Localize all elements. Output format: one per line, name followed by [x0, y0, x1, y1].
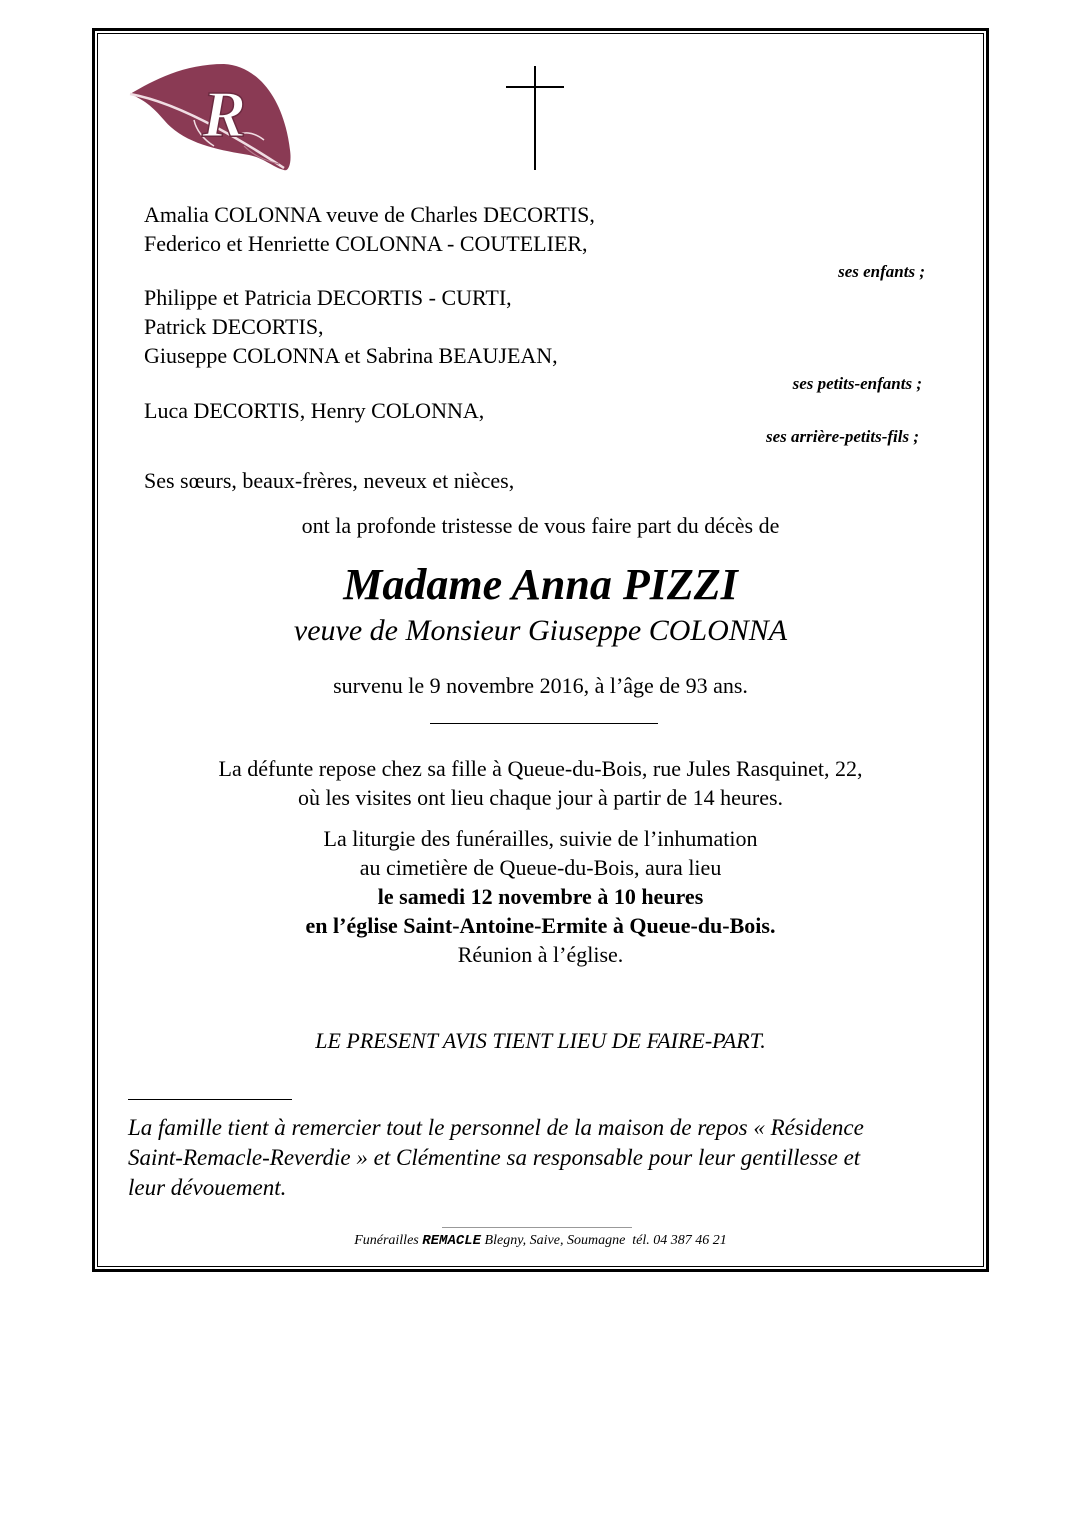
funeral-date: le samedi 12 novembre à 10 heures — [377, 884, 704, 909]
child-line-2: Federico et Henriette COLONNA - COUTELIER, — [144, 231, 588, 256]
notice: LE PRESENT AVIS TIENT LIEU DE FAIRE-PART. — [315, 1028, 766, 1053]
footer-phone: tél. 04 387 46 21 — [632, 1233, 727, 1248]
footer — [97, 1232, 984, 1250]
thanks-line-1: La famille tient à remercier tout le personnel de la maison de repos « Résidence — [128, 1115, 864, 1140]
funeral-line-2: au cimetière de Queue-du-Bois, aura lieu — [359, 855, 722, 880]
footer-rule — [442, 1227, 632, 1228]
children-label: ses enfants ; — [838, 262, 925, 281]
date-age: survenu le 9 novembre 2016, à l’âge de 93 ans. — [333, 673, 748, 698]
cross-icon — [506, 66, 564, 170]
footer-locations: Blegny, Saive, Soumagne — [484, 1233, 626, 1248]
child-line-1: Amalia COLONNA veuve de Charles DECORTIS, — [144, 202, 595, 227]
funeral-line-1: La liturgie des funérailles, suivie de l’inhumation — [323, 826, 758, 851]
funeral-meeting: Réunion à l’église. — [457, 942, 624, 967]
grandchild-line-3: Giuseppe COLONNA et Sabrina BEAUJEAN, — [144, 343, 558, 368]
announcement-intro: ont la profonde tristesse de vous faire part du décès de — [301, 513, 780, 538]
thanks-line-2: Saint-Remacle-Reverdie » et Clémentine sa responsable pour leur gentillesse et — [128, 1145, 861, 1170]
thanks-line-3: leur dévouement. — [128, 1175, 287, 1200]
visitation-line-1: La défunte repose chez sa fille à Queue-du-Bois, rue Jules Rasquinet, 22, — [218, 756, 863, 781]
visitation-line-2: où les visites ont lieu chaque jour à partir de 14 heures. — [297, 785, 784, 810]
widow-of: veuve de Monsieur Giuseppe COLONNA — [293, 614, 788, 647]
siblings-line: Ses sœurs, beaux-frères, neveux et nièces, — [144, 468, 515, 493]
logo-letter: R — [202, 78, 247, 151]
thanks-rule — [128, 1099, 292, 1100]
footer-brand: REMACLE — [422, 1233, 482, 1249]
deceased-name: Madame Anna PIZZI — [343, 560, 738, 609]
grandchild-line-1: Philippe et Patricia DECORTIS - CURTI, — [144, 285, 512, 310]
funeral-place: en l’église Saint-Antoine-Ermite à Queue-du-Bois. — [305, 913, 776, 938]
separator-rule — [430, 723, 658, 724]
grandchild-line-2: Patrick DECORTIS, — [144, 314, 324, 339]
remacle-leaf-logo-icon — [124, 60, 294, 175]
great-grandchild-line: Luca DECORTIS, Henry COLONNA, — [144, 398, 485, 423]
footer-prefix: Funérailles — [354, 1233, 419, 1248]
grandchildren-label: ses petits-enfants ; — [792, 374, 922, 393]
great-grandchildren-label: ses arrière-petits-fils ; — [766, 427, 919, 446]
